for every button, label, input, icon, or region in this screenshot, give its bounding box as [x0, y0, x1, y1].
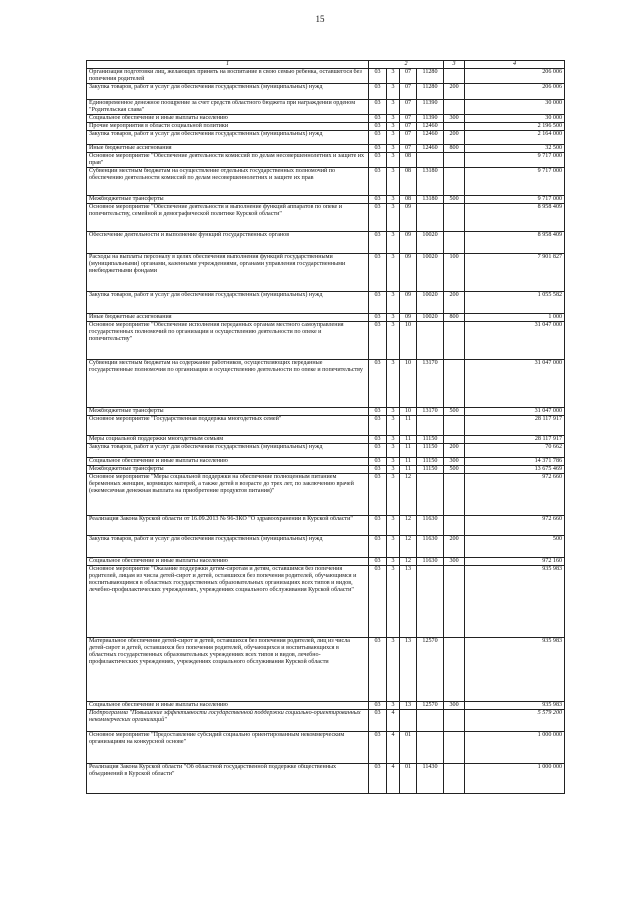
direction-code	[417, 153, 444, 168]
table-row	[87, 145, 565, 153]
amount: 9 717 000	[465, 196, 565, 204]
table-row	[87, 638, 565, 702]
program-code: 03	[369, 444, 387, 458]
amount: 206 006	[465, 69, 565, 84]
amount: 9 717 000	[465, 168, 565, 196]
activity-code: 09	[400, 292, 417, 314]
activity-code	[400, 710, 417, 732]
subprogram-code: 3	[387, 566, 400, 638]
expense-type-code	[444, 123, 465, 131]
table-row	[87, 254, 565, 292]
subprogram-code: 3	[387, 204, 400, 232]
activity-code: 09	[400, 254, 417, 292]
row-label: Межбюджетные трансферты	[87, 466, 369, 474]
table-row	[87, 702, 565, 710]
table-row	[87, 516, 565, 536]
table-row	[87, 84, 565, 100]
table-row	[87, 123, 565, 131]
subprogram-code: 3	[387, 444, 400, 458]
table-row	[87, 466, 565, 474]
activity-code: 08	[400, 153, 417, 168]
row-label: Социальное обеспечение и иные выплаты населению	[87, 558, 369, 566]
table-row	[87, 444, 565, 458]
table-row	[87, 115, 565, 123]
amount: 935 983	[465, 702, 565, 710]
amount: 972 660	[465, 516, 565, 536]
amount: 206 006	[465, 84, 565, 100]
amount: 1 000 000	[465, 764, 565, 794]
amount: 28 117 917	[465, 416, 565, 436]
row-label: Закупка товаров, работ и услуг для обеспечения государственных (муниципальных) нужд	[87, 131, 369, 145]
row-label: Иные бюджетные ассигнования	[87, 145, 369, 153]
row-label: Основное мероприятие "Обеспечение деятельности и выполнение функций аппаратов по опеке и попечительству, семейной и демографической политике Курской области"	[87, 204, 369, 232]
row-label: Субвенции местным бюджетам на содержание работников, осуществляющих переданные государственные полномочия по организации и осуществлению деятельности по опеке и попечительству	[87, 360, 369, 408]
direction-code: 12570	[417, 638, 444, 702]
table-row	[87, 710, 565, 732]
direction-code	[417, 710, 444, 732]
direction-code: 12460	[417, 131, 444, 145]
direction-code: 11630	[417, 516, 444, 536]
program-code: 03	[369, 732, 387, 764]
subprogram-code: 3	[387, 416, 400, 436]
expense-type-code: 500	[444, 408, 465, 416]
table-row	[87, 360, 565, 408]
amount: 1 000 000	[465, 732, 565, 764]
subprogram-code: 3	[387, 168, 400, 196]
subprogram-code: 3	[387, 558, 400, 566]
direction-code: 11390	[417, 115, 444, 123]
activity-code: 08	[400, 196, 417, 204]
activity-code: 11	[400, 466, 417, 474]
program-code: 03	[369, 168, 387, 196]
direction-code	[417, 732, 444, 764]
expense-type-code	[444, 436, 465, 444]
header-col-3: 3	[444, 61, 465, 69]
subprogram-code: 4	[387, 732, 400, 764]
direction-code: 10020	[417, 314, 444, 322]
expense-type-code	[444, 638, 465, 702]
row-label: Реализация Закона Курской области "Об областной государственной поддержке общественных объединений в Курской области"	[87, 764, 369, 794]
amount: 972 660	[465, 474, 565, 516]
expense-type-code	[444, 732, 465, 764]
expense-type-code	[444, 100, 465, 115]
table-row	[87, 458, 565, 466]
expense-type-code	[444, 153, 465, 168]
table-row	[87, 322, 565, 360]
amount: 70 662	[465, 444, 565, 458]
expense-type-code: 200	[444, 292, 465, 314]
row-label: Субвенции местным бюджетам на осуществление отдельных государственных полномочий по обеспечению деятельности комиссий по делам несовершеннолетних и защите их прав	[87, 168, 369, 196]
program-code: 03	[369, 408, 387, 416]
table-row	[87, 416, 565, 436]
expense-type-code	[444, 416, 465, 436]
program-code: 03	[369, 638, 387, 702]
activity-code: 07	[400, 69, 417, 84]
table-row	[87, 558, 565, 566]
table-row	[87, 168, 565, 196]
header-col-1: 1	[87, 61, 369, 69]
program-code: 03	[369, 314, 387, 322]
activity-code: 08	[400, 168, 417, 196]
program-code: 03	[369, 558, 387, 566]
subprogram-code: 3	[387, 474, 400, 516]
subprogram-code: 3	[387, 314, 400, 322]
table-row	[87, 536, 565, 558]
subprogram-code: 3	[387, 458, 400, 466]
direction-code: 12460	[417, 145, 444, 153]
amount: 7 901 827	[465, 254, 565, 292]
row-label: Социальное обеспечение и иные выплаты населению	[87, 115, 369, 123]
direction-code: 11390	[417, 100, 444, 115]
direction-code	[417, 474, 444, 516]
activity-code: 10	[400, 360, 417, 408]
direction-code: 10020	[417, 232, 444, 254]
direction-code: 11630	[417, 558, 444, 566]
row-label: Основное мероприятие "Государственная поддержка многодетных семей"	[87, 416, 369, 436]
table-header-row	[87, 61, 565, 69]
activity-code: 12	[400, 516, 417, 536]
program-code: 03	[369, 100, 387, 115]
program-code: 03	[369, 196, 387, 204]
subprogram-code: 3	[387, 638, 400, 702]
direction-code: 11630	[417, 536, 444, 558]
expense-type-code: 200	[444, 536, 465, 558]
direction-code: 11280	[417, 84, 444, 100]
expense-type-code	[444, 474, 465, 516]
program-code: 03	[369, 436, 387, 444]
subprogram-code: 3	[387, 516, 400, 536]
activity-code: 09	[400, 204, 417, 232]
expense-type-code: 200	[444, 444, 465, 458]
program-code: 03	[369, 516, 387, 536]
expense-type-code: 800	[444, 314, 465, 322]
row-label: Иные бюджетные ассигнования	[87, 314, 369, 322]
subprogram-code: 3	[387, 536, 400, 558]
amount: 2 164 000	[465, 131, 565, 145]
table-row	[87, 69, 565, 84]
amount: 972 160	[465, 558, 565, 566]
direction-code	[417, 204, 444, 232]
direction-code: 11430	[417, 764, 444, 794]
expense-type-code	[444, 360, 465, 408]
program-code: 03	[369, 131, 387, 145]
program-code: 03	[369, 710, 387, 732]
direction-code: 12460	[417, 123, 444, 131]
activity-code: 09	[400, 314, 417, 322]
activity-code: 01	[400, 732, 417, 764]
subprogram-code: 3	[387, 292, 400, 314]
expense-type-code	[444, 69, 465, 84]
subprogram-code: 3	[387, 232, 400, 254]
program-code: 03	[369, 69, 387, 84]
amount: 32 500	[465, 145, 565, 153]
header-col-4: 4	[465, 61, 565, 69]
direction-code	[417, 566, 444, 638]
row-label: Основное мероприятие "Оказание поддержки детям-сиротам и детям, оставшимся без попечения родителей, лицам из числа детей-сирот и детей, оставшихся без попечения родителей, обучающимся и воспитывающимся в областных государственных образовательных организациях всех типов и видов, лечебно-профилактических учреждениях, учреждениях социального обслуживания Курской области"	[87, 566, 369, 638]
amount: 31 047 000	[465, 408, 565, 416]
row-label: Основное мероприятие "Обеспечение деятельности комиссий по делам несовершеннолетних и защите их прав"	[87, 153, 369, 168]
table-row	[87, 566, 565, 638]
table-row	[87, 474, 565, 516]
subprogram-code: 3	[387, 131, 400, 145]
amount: 935 983	[465, 638, 565, 702]
row-label: Меры социальной поддержки многодетным семьям	[87, 436, 369, 444]
program-code: 03	[369, 466, 387, 474]
subprogram-code: 4	[387, 764, 400, 794]
subprogram-code: 3	[387, 100, 400, 115]
expense-type-code: 500	[444, 196, 465, 204]
amount: 28 117 917	[465, 436, 565, 444]
amount: 1 055 582	[465, 292, 565, 314]
table-row	[87, 436, 565, 444]
amount: 935 983	[465, 566, 565, 638]
direction-code	[417, 322, 444, 360]
program-code: 03	[369, 764, 387, 794]
expense-type-code: 200	[444, 84, 465, 100]
activity-code: 12	[400, 474, 417, 516]
subprogram-code: 3	[387, 84, 400, 100]
activity-code: 07	[400, 145, 417, 153]
activity-code: 12	[400, 536, 417, 558]
activity-code: 07	[400, 100, 417, 115]
amount: 9 717 000	[465, 153, 565, 168]
expense-type-code	[444, 168, 465, 196]
subprogram-code: 3	[387, 254, 400, 292]
activity-code: 13	[400, 638, 417, 702]
table-row	[87, 408, 565, 416]
program-code: 03	[369, 474, 387, 516]
subprogram-code: 3	[387, 115, 400, 123]
amount: 31 047 000	[465, 322, 565, 360]
row-label: Социальное обеспечение и иные выплаты населению	[87, 702, 369, 710]
table-row	[87, 100, 565, 115]
activity-code: 07	[400, 115, 417, 123]
subprogram-code: 3	[387, 196, 400, 204]
activity-code: 13	[400, 702, 417, 710]
direction-code: 11280	[417, 69, 444, 84]
header-col-2: 2	[369, 61, 444, 69]
expense-type-code: 100	[444, 254, 465, 292]
program-code: 03	[369, 115, 387, 123]
expense-type-code: 300	[444, 458, 465, 466]
expense-type-code: 200	[444, 131, 465, 145]
table-row	[87, 764, 565, 794]
subprogram-code: 3	[387, 360, 400, 408]
subprogram-code: 3	[387, 69, 400, 84]
amount: 14 371 786	[465, 458, 565, 466]
expense-type-code: 300	[444, 115, 465, 123]
row-label: Реализация Закона Курской области от 16.09.2013 № 96-ЗКО "О здравоохранении в Курской области"	[87, 516, 369, 536]
row-label: Социальное обеспечение и иные выплаты населению	[87, 458, 369, 466]
table-row	[87, 314, 565, 322]
row-label: Подпрограмма "Повышение эффективности государственной поддержки социально-ориентированных некоммерческих организаций"	[87, 710, 369, 732]
table-row	[87, 153, 565, 168]
table-row	[87, 204, 565, 232]
program-code: 03	[369, 292, 387, 314]
program-code: 03	[369, 204, 387, 232]
activity-code: 13	[400, 566, 417, 638]
row-label: Закупка товаров, работ и услуг для обеспечения государственных (муниципальных) нужд	[87, 84, 369, 100]
amount: 500	[465, 536, 565, 558]
subprogram-code: 3	[387, 322, 400, 360]
row-label: Основное мероприятие "Обеспечение исполнения переданных органам местного самоуправления государственных полномочий по организации и осуществлению деятельности по опеке и попечительству"	[87, 322, 369, 360]
amount: 30 000	[465, 100, 565, 115]
row-label: Межбюджетные трансферты	[87, 408, 369, 416]
direction-code: 13170	[417, 360, 444, 408]
row-label: Основное мероприятие "Меры социальной поддержки на обеспечение полноценным питанием беременных женщин, кормящих матерей, а также детей в возрасте до трех лет, по заключению врачей (ежемесячная денежная выплата на приобретение продуктов питания)"	[87, 474, 369, 516]
activity-code: 10	[400, 322, 417, 360]
row-label: Закупка товаров, работ и услуг для обеспечения государственных (муниципальных) нужд	[87, 292, 369, 314]
amount: 5 579 200	[465, 710, 565, 732]
activity-code: 09	[400, 232, 417, 254]
amount: 8 958 409	[465, 232, 565, 254]
direction-code: 11150	[417, 444, 444, 458]
activity-code: 07	[400, 131, 417, 145]
table-row	[87, 196, 565, 204]
program-code: 03	[369, 322, 387, 360]
expense-type-code: 800	[444, 145, 465, 153]
subprogram-code: 3	[387, 123, 400, 131]
expense-type-code	[444, 204, 465, 232]
direction-code	[417, 416, 444, 436]
program-code: 03	[369, 458, 387, 466]
row-label: Основное мероприятие "Предоставление субсидий социально ориентированным некоммерческим организациям на конкурсной основе"	[87, 732, 369, 764]
direction-code: 13170	[417, 408, 444, 416]
amount: 8 958 409	[465, 204, 565, 232]
direction-code: 10020	[417, 292, 444, 314]
row-label: Материальное обеспечение детей-сирот и детей, оставшихся без попечения родителей, лиц из числа детей-сирот и детей, оставшихся без попечения родителей, обучающихся и воспитывающихся в областных государственных образовательных учреждениях всех типов и видов, лечебно-профилактических учреждениях, учреждениях социального обслуживания Курской области	[87, 638, 369, 702]
activity-code: 07	[400, 84, 417, 100]
expense-type-code	[444, 710, 465, 732]
row-label: Межбюджетные трансферты	[87, 196, 369, 204]
direction-code: 13180	[417, 196, 444, 204]
table-row	[87, 232, 565, 254]
subprogram-code: 3	[387, 436, 400, 444]
activity-code: 07	[400, 123, 417, 131]
expense-type-code: 500	[444, 466, 465, 474]
subprogram-code: 3	[387, 466, 400, 474]
amount: 31 047 000	[465, 360, 565, 408]
direction-code: 12570	[417, 702, 444, 710]
program-code: 03	[369, 360, 387, 408]
expense-type-code	[444, 516, 465, 536]
program-code: 03	[369, 416, 387, 436]
subprogram-code: 4	[387, 710, 400, 732]
table-row	[87, 292, 565, 314]
activity-code: 11	[400, 416, 417, 436]
row-label: Обеспечение деятельности и выполнение функций государственных органов	[87, 232, 369, 254]
row-label: Организация подготовки лиц, желающих принять на воспитание в свою семью ребенка, оставшегося без попечения родителей	[87, 69, 369, 84]
direction-code: 11150	[417, 466, 444, 474]
subprogram-code: 3	[387, 145, 400, 153]
program-code: 03	[369, 566, 387, 638]
direction-code: 13180	[417, 168, 444, 196]
program-code: 03	[369, 153, 387, 168]
row-label: Единовременное денежное поощрение за счет средств областного бюджета при награждении орденом "Родительская слава"	[87, 100, 369, 115]
program-code: 03	[369, 123, 387, 131]
program-code: 03	[369, 702, 387, 710]
expense-type-code	[444, 764, 465, 794]
activity-code: 10	[400, 408, 417, 416]
activity-code: 12	[400, 558, 417, 566]
expense-type-code	[444, 322, 465, 360]
program-code: 03	[369, 84, 387, 100]
expense-type-code	[444, 232, 465, 254]
subprogram-code: 3	[387, 408, 400, 416]
table-row	[87, 131, 565, 145]
activity-code: 11	[400, 436, 417, 444]
expense-type-code: 300	[444, 702, 465, 710]
program-code: 03	[369, 232, 387, 254]
activity-code: 11	[400, 458, 417, 466]
program-code: 03	[369, 536, 387, 558]
row-label: Закупка товаров, работ и услуг для обеспечения государственных (муниципальных) нужд	[87, 444, 369, 458]
subprogram-code: 3	[387, 153, 400, 168]
direction-code: 10020	[417, 254, 444, 292]
row-label: Закупка товаров, работ и услуг для обеспечения государственных (муниципальных) нужд	[87, 536, 369, 558]
amount: 30 000	[465, 115, 565, 123]
expense-type-code: 300	[444, 558, 465, 566]
budget-table	[86, 60, 565, 794]
subprogram-code: 3	[387, 702, 400, 710]
table-row	[87, 732, 565, 764]
row-label: Прочие мероприятия в области социальной политики	[87, 123, 369, 131]
activity-code: 01	[400, 764, 417, 794]
page-number: 15	[315, 14, 325, 24]
direction-code: 11150	[417, 458, 444, 466]
direction-code: 11150	[417, 436, 444, 444]
program-code: 03	[369, 254, 387, 292]
program-code: 03	[369, 145, 387, 153]
activity-code: 11	[400, 444, 417, 458]
amount: 13 675 469	[465, 466, 565, 474]
row-label: Расходы на выплаты персоналу в целях обеспечения выполнения функций государственными (муниципальными) органами, казенными учреждениями, органами управления государственными внебюджетными фондами	[87, 254, 369, 292]
expense-type-code	[444, 566, 465, 638]
amount: 1 000	[465, 314, 565, 322]
amount: 2 196 500	[465, 123, 565, 131]
